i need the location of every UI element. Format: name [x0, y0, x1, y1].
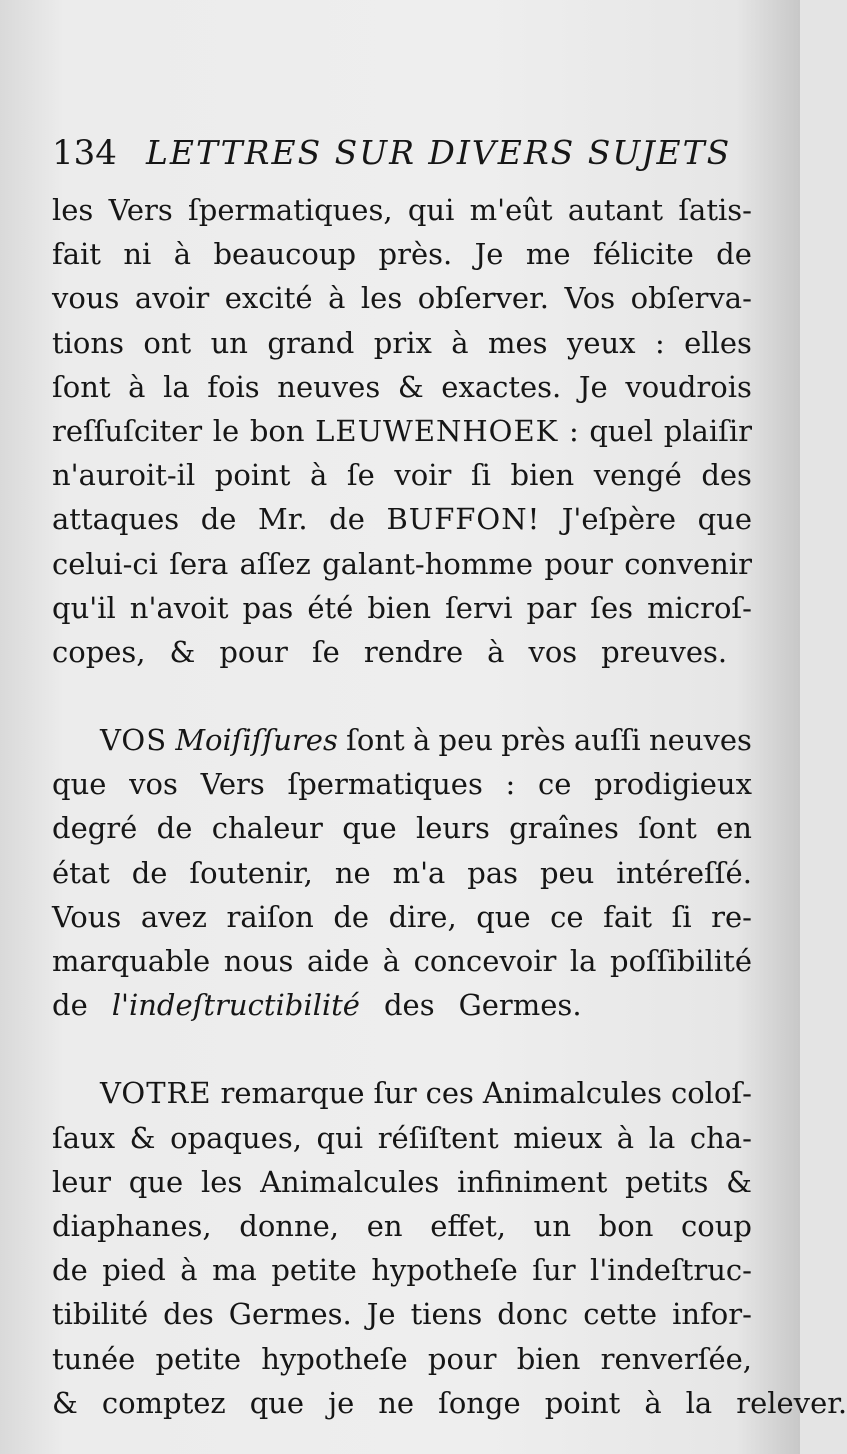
text-line	[52, 188, 752, 232]
word: infiniment	[457, 1164, 608, 1199]
word: &	[129, 1120, 156, 1155]
word: été	[307, 590, 354, 625]
word: tions	[52, 325, 124, 360]
word: Vos	[564, 281, 616, 316]
word: dire,	[388, 899, 457, 934]
word: microſ-	[647, 590, 752, 625]
word: VOS	[100, 723, 168, 758]
word: avoir	[134, 281, 210, 316]
word: neuves	[648, 723, 752, 758]
word: à	[616, 1120, 635, 1155]
word: prix	[373, 325, 432, 360]
word: que	[697, 502, 752, 537]
word: tunée	[52, 1341, 136, 1376]
word: ſatis-	[678, 193, 752, 227]
word: remarque	[220, 1076, 365, 1111]
word: raiſon	[226, 899, 314, 934]
word: donc	[497, 1297, 569, 1332]
word: bon	[598, 1208, 654, 1243]
word: cha-	[689, 1120, 752, 1155]
word: marquable	[52, 944, 211, 978]
word: ſi	[470, 458, 491, 493]
word: diaphanes,	[52, 1208, 212, 1243]
word: tibilité	[52, 1297, 149, 1332]
word: à	[412, 723, 431, 758]
text-line	[52, 1337, 752, 1381]
word: petite	[271, 1253, 357, 1288]
word: auſſi	[573, 723, 641, 758]
word: ſes	[590, 590, 634, 625]
word: quel	[589, 413, 654, 448]
word: que	[476, 899, 531, 934]
word: ſur	[373, 1076, 417, 1111]
word: graînes	[509, 811, 619, 846]
text-line	[52, 1116, 752, 1160]
word: un	[533, 1208, 572, 1243]
word: la	[569, 944, 597, 978]
word: voir	[394, 458, 452, 493]
word: bien	[510, 458, 575, 493]
word: près.	[378, 237, 453, 272]
word: beaucoup	[213, 237, 357, 272]
word: obſerver.	[417, 281, 549, 316]
word: vous	[52, 281, 120, 316]
word: pas	[467, 855, 519, 890]
text-line	[52, 586, 752, 630]
text-line	[52, 1292, 752, 1336]
word: vos	[129, 767, 178, 802]
word: un	[210, 325, 248, 360]
word: Animalcules	[482, 1076, 663, 1111]
text-line	[52, 630, 752, 674]
word: preuves.	[601, 634, 728, 669]
word: point	[214, 458, 291, 493]
word: BUFFON!	[386, 502, 541, 537]
word: de	[156, 811, 193, 846]
word: :	[505, 767, 516, 802]
page-number: 134	[52, 133, 117, 173]
word: ſi	[671, 899, 692, 934]
word: bien	[516, 1341, 581, 1376]
word: prodigieux	[594, 767, 752, 802]
text-line	[52, 365, 752, 409]
word: à	[128, 369, 146, 404]
word: à	[328, 281, 346, 316]
word: à	[173, 237, 192, 272]
word: coup	[681, 1208, 752, 1243]
word: intéreſſé.	[616, 855, 752, 890]
word: voudrois	[625, 369, 752, 404]
text-line	[52, 232, 752, 276]
word: cette	[583, 1297, 658, 1332]
word: que	[128, 1164, 184, 1199]
word: la	[163, 369, 190, 404]
word: leur	[52, 1164, 111, 1199]
word: que	[52, 767, 107, 802]
word: les	[200, 1164, 243, 1199]
word: Animalcules	[260, 1164, 440, 1199]
word: ſonge	[438, 1385, 521, 1420]
word: Germes.	[458, 988, 582, 1023]
word: grand	[267, 325, 355, 360]
word: autant	[567, 193, 664, 227]
word: de	[52, 988, 88, 1023]
text-line	[52, 1248, 752, 1292]
word: ma	[212, 1253, 257, 1288]
word: yeux	[566, 325, 636, 360]
word: infor-	[672, 1297, 752, 1332]
text-line	[52, 983, 752, 1027]
word: les	[360, 281, 403, 316]
word: &	[726, 1164, 752, 1199]
word: me	[525, 237, 571, 272]
word: peu	[438, 723, 493, 758]
word: pied	[102, 1253, 166, 1288]
word: fait	[52, 237, 101, 272]
word: effet,	[430, 1208, 506, 1243]
word: ce	[550, 899, 584, 934]
word: ſur	[532, 1253, 576, 1288]
text-line	[52, 497, 752, 541]
word: chaleur	[211, 811, 323, 846]
paragraph	[52, 1071, 847, 1425]
word: m'a	[392, 855, 446, 890]
word: Mr.	[258, 502, 308, 537]
word: Je	[366, 1297, 396, 1332]
word: mes	[487, 325, 548, 360]
word: fait	[603, 899, 653, 934]
word: J'eſpère	[561, 502, 677, 537]
word: l'indeſtructibilité	[111, 988, 360, 1023]
word: petite	[155, 1341, 242, 1376]
word: qu'il	[52, 590, 116, 625]
word: renverſée,	[600, 1341, 752, 1376]
word: la	[685, 1385, 713, 1420]
word: Moiſiſſures	[175, 723, 338, 758]
word: celui-ci	[52, 546, 158, 581]
word: avez	[140, 899, 207, 934]
text-line	[52, 453, 752, 497]
word: de	[716, 237, 752, 272]
text-line	[52, 542, 752, 586]
paragraph	[52, 188, 752, 674]
word: de	[200, 502, 237, 537]
word: pour	[427, 1341, 497, 1376]
word: &	[169, 634, 196, 669]
word: hypotheſe	[371, 1253, 518, 1288]
word: à	[644, 1385, 662, 1420]
word: Vous	[52, 899, 122, 934]
word: reſſuſciter	[52, 413, 203, 448]
word: Vers	[108, 193, 173, 227]
word: ſoutenir,	[189, 855, 313, 890]
word: en	[366, 1208, 403, 1243]
paragraph	[52, 718, 752, 1027]
word: félicite	[592, 237, 694, 272]
word: excité	[224, 281, 313, 316]
word: de	[333, 899, 370, 934]
word: poſſibilité	[610, 944, 752, 978]
word: vengé	[593, 458, 682, 493]
word: LEUWENHOEK	[315, 413, 559, 448]
word: exactes.	[441, 369, 562, 404]
word: ſera	[169, 546, 229, 581]
word: tiens	[410, 1297, 483, 1332]
word: neuves	[277, 369, 381, 404]
word: en	[716, 811, 752, 846]
word: aide	[306, 944, 370, 978]
word: ne	[378, 1385, 415, 1420]
word: l'indeſtruc-	[590, 1253, 752, 1288]
word: ne	[334, 855, 371, 890]
word: qui	[316, 1120, 364, 1155]
word: vos	[528, 634, 578, 669]
text-line	[52, 718, 752, 762]
word: petits	[625, 1164, 709, 1199]
word: ont	[143, 325, 192, 360]
word: ſpermatiques	[287, 767, 483, 802]
page-header	[50, 128, 750, 178]
text-line	[52, 806, 752, 850]
text-line	[52, 895, 752, 939]
word: nous	[223, 944, 294, 978]
word: qui	[407, 193, 455, 227]
word: Je	[578, 369, 608, 404]
text-line	[52, 409, 752, 453]
word: galant-homme	[322, 546, 534, 581]
word: ſe	[346, 458, 375, 493]
word: rendre	[363, 634, 464, 669]
text-line	[52, 321, 752, 365]
word: m'eût	[469, 193, 553, 227]
word: réſiſtent	[377, 1120, 499, 1155]
text-line	[52, 1381, 847, 1425]
body-text	[52, 188, 847, 1425]
word: à	[180, 1253, 198, 1288]
word: à	[487, 634, 505, 669]
word: que	[342, 811, 397, 846]
word: plaiſir	[663, 413, 752, 448]
word: leurs	[415, 811, 490, 846]
word: ſaux	[52, 1120, 116, 1155]
word: ſont	[346, 723, 405, 758]
word: ſont	[638, 811, 697, 846]
word: hypotheſe	[261, 1341, 408, 1376]
word: re-	[711, 899, 752, 934]
word: aſſez	[239, 546, 311, 581]
word: n'avoit	[129, 590, 229, 625]
running-head: LETTRES SUR DIVERS SUJETS	[146, 133, 732, 172]
text-line	[52, 762, 752, 806]
word: de	[329, 502, 365, 537]
word: à	[310, 458, 328, 493]
word: Vers	[200, 767, 265, 802]
word: près	[501, 723, 566, 758]
word: Germes.	[228, 1297, 352, 1332]
text-line	[52, 1160, 752, 1204]
word: ſe	[311, 634, 340, 669]
word: VOTRE	[100, 1076, 212, 1111]
word: des	[701, 458, 752, 493]
word: copes,	[52, 634, 146, 669]
word: relever.	[736, 1385, 847, 1420]
word: point	[544, 1385, 621, 1420]
word: à	[382, 944, 401, 978]
word: concevoir	[413, 944, 557, 978]
word: fois	[207, 369, 260, 404]
text-line	[52, 1071, 752, 1115]
word: ſervi	[445, 590, 513, 625]
word: obſerva-	[630, 281, 752, 316]
word: ces	[425, 1076, 474, 1111]
word: à	[451, 325, 469, 360]
word: &	[52, 1385, 78, 1420]
word: des	[383, 988, 435, 1023]
word: attaques	[52, 502, 180, 537]
word: :	[654, 325, 665, 360]
word: je	[328, 1385, 355, 1420]
word: le	[212, 413, 240, 448]
word: ſpermatiques,	[188, 193, 393, 227]
word: ſont	[52, 369, 111, 404]
text-line	[52, 276, 752, 320]
word: que	[249, 1385, 305, 1420]
word: opaques,	[170, 1120, 302, 1155]
word: par	[526, 590, 577, 625]
word: degré	[52, 811, 138, 846]
word: bien	[367, 590, 432, 625]
word: n'auroit-il	[52, 458, 196, 493]
word: bon	[249, 413, 305, 448]
word: peu	[539, 855, 595, 890]
word: donne,	[239, 1208, 340, 1243]
word: coloſ-	[670, 1076, 752, 1111]
word: elles	[684, 325, 752, 360]
word: de	[52, 1253, 88, 1288]
word: :	[568, 413, 579, 448]
word: convenir	[624, 546, 752, 581]
word: Je	[474, 237, 504, 272]
word: pour	[544, 546, 613, 581]
word: mieux	[513, 1120, 603, 1155]
text-line	[52, 939, 752, 983]
text-line	[52, 1204, 752, 1248]
word: ce	[538, 767, 572, 802]
text-line	[52, 851, 752, 895]
word: les	[52, 193, 94, 227]
word: la	[648, 1120, 676, 1155]
paragraph-gap	[52, 1027, 752, 1071]
word: &	[397, 369, 424, 404]
paragraph-gap	[52, 674, 752, 718]
word: pour	[219, 634, 288, 669]
word: de	[131, 855, 168, 890]
word: pas	[242, 590, 294, 625]
word: des	[163, 1297, 214, 1332]
word: comptez	[101, 1385, 226, 1420]
word: ni	[123, 237, 152, 272]
word: état	[52, 855, 110, 890]
